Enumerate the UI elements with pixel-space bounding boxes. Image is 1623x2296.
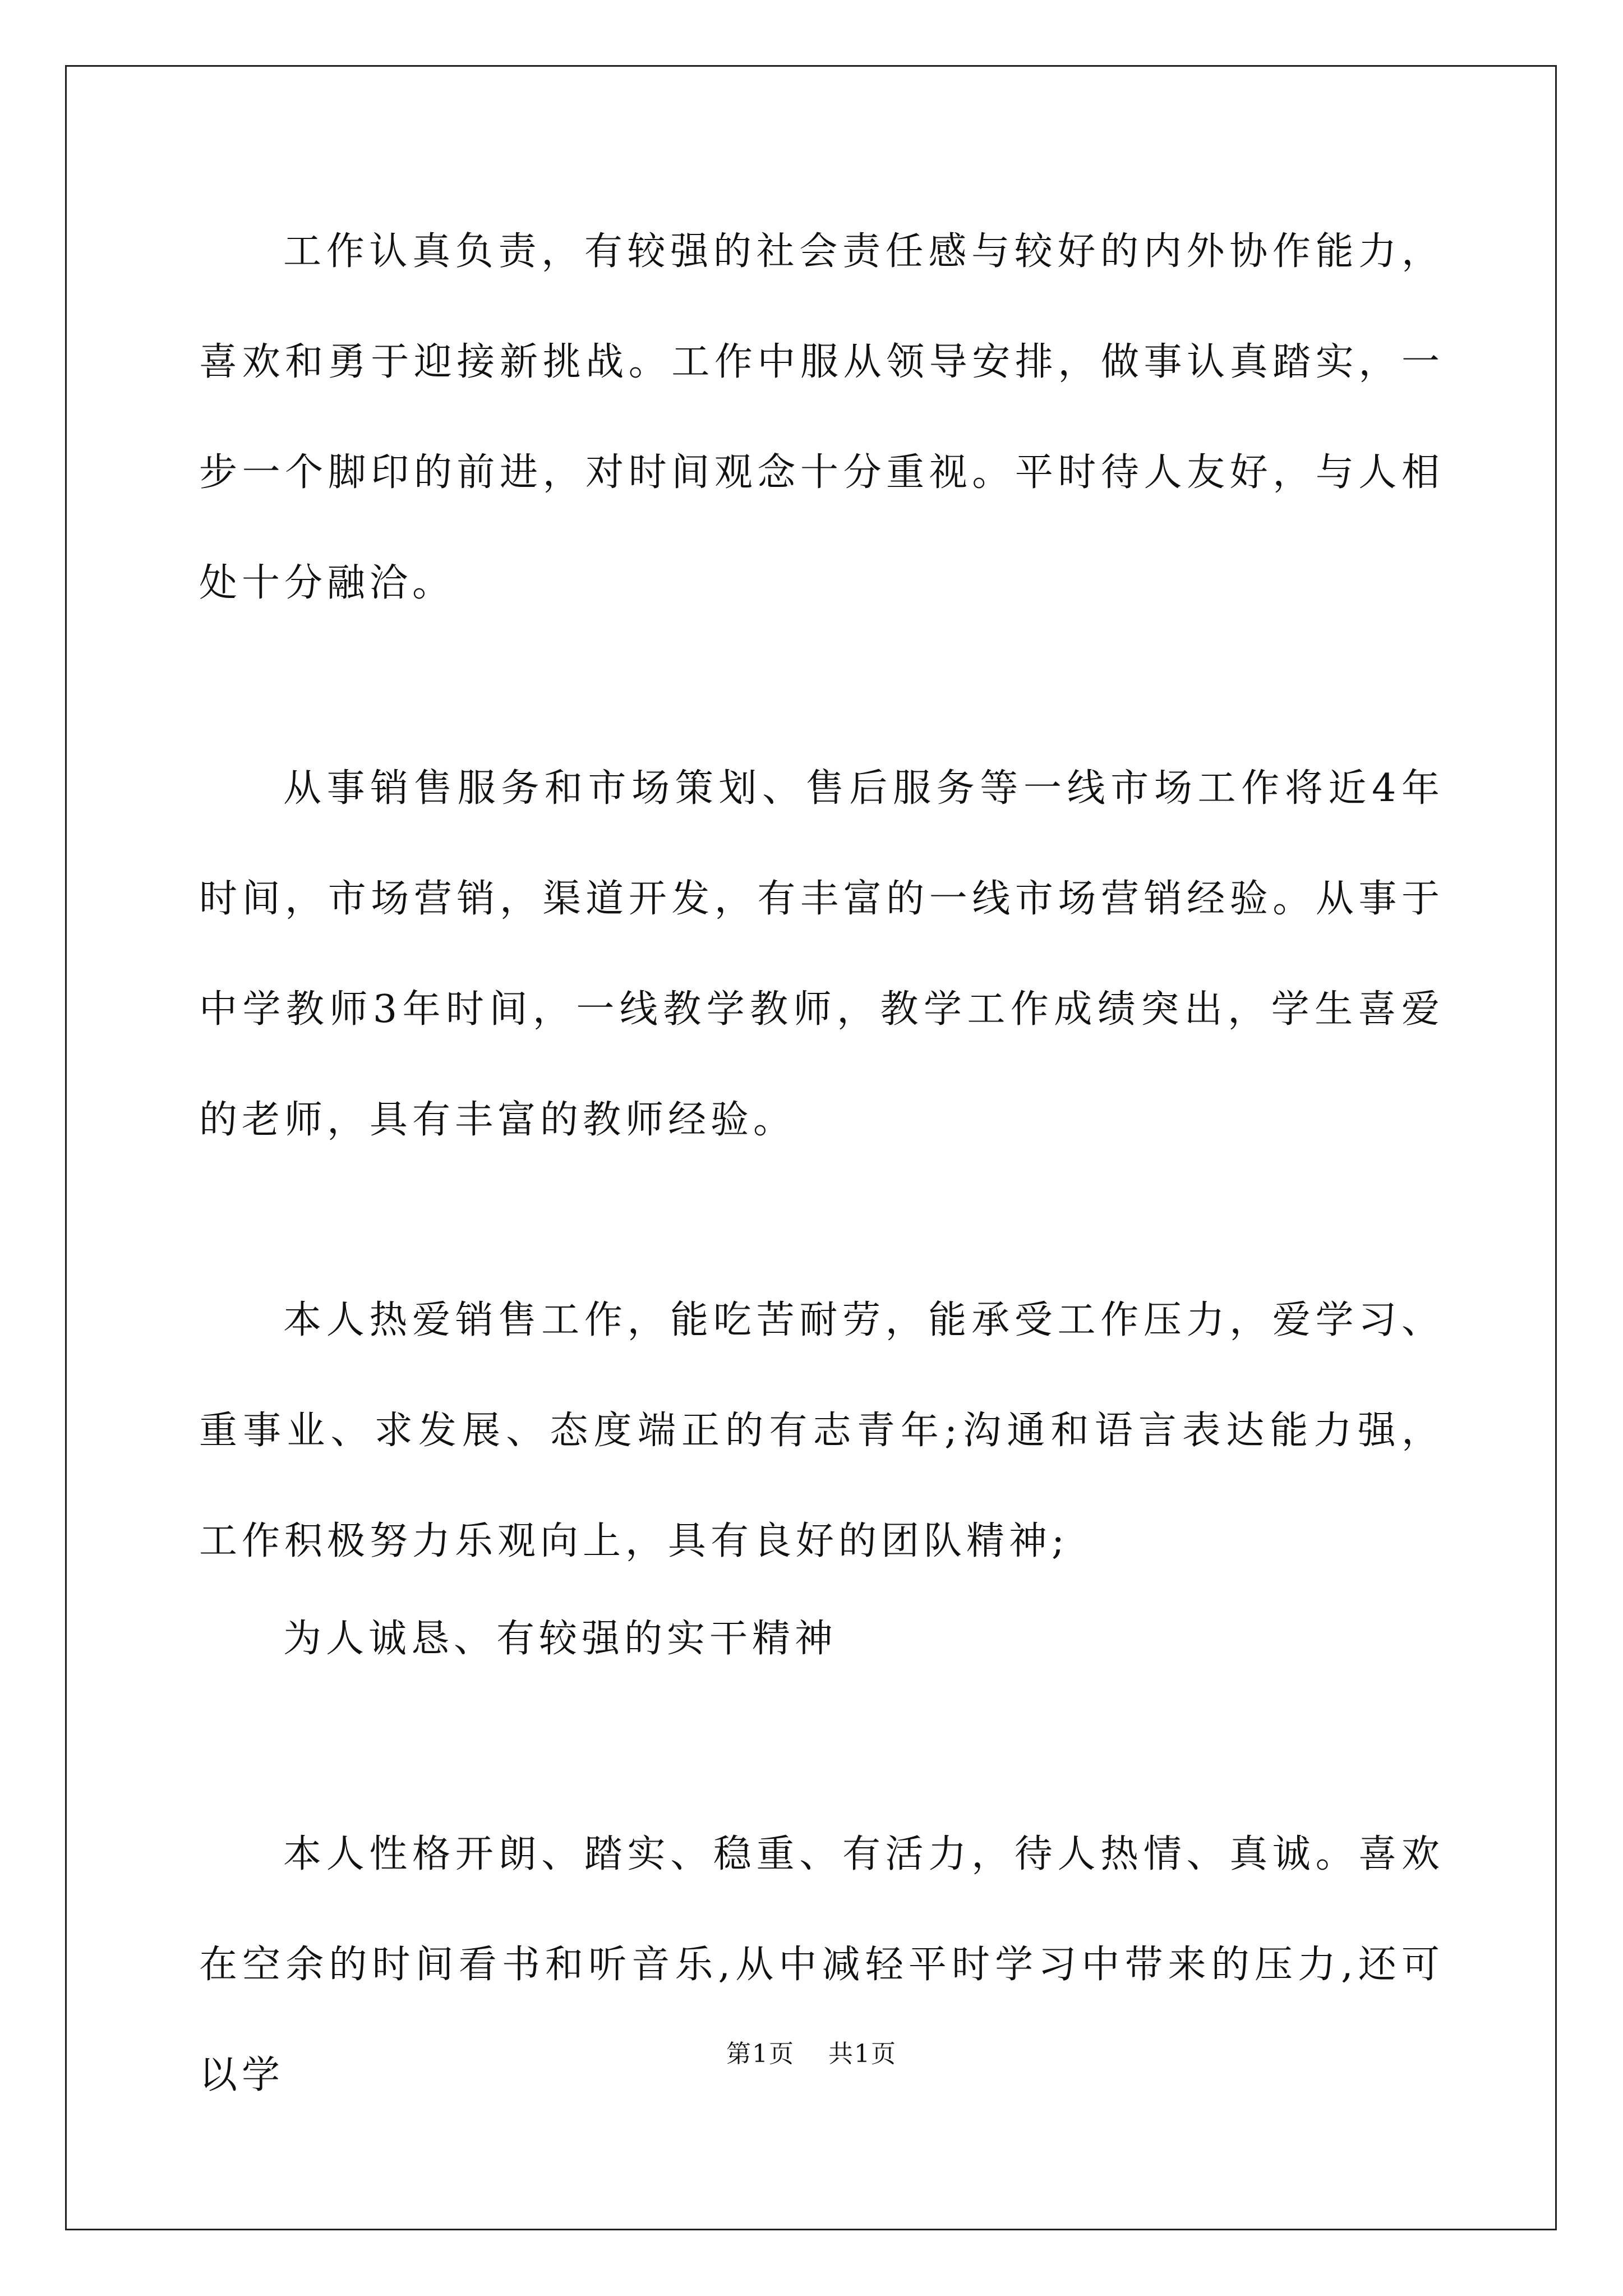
paragraph-sales-passion: 本人热爱销售工作，能吃苦耐劳，能承受工作压力，爱学习、重事业、求发展、态度端正的有志青年;沟通和语言表达能力强，工作积极努力乐观向上，具有良好的团队精神; — [199, 1298, 1444, 1563]
paragraph-sincerity: 为人诚恳、有较强的实干精神 — [283, 1617, 838, 1661]
page-footer — [0, 2033, 1623, 2069]
page-total: 共1页 — [828, 2040, 897, 2068]
paragraph-experience: 从事销售服务和市场策划、售后服务等一线市场工作将近4年时间，市场营销，渠道开发，有丰富的一线市场营销经验。从事于中学教师3年时间，一线教学教师，教学工作成绩突出，学生喜爱的老师，具有丰富的教师经验。 — [199, 766, 1444, 1142]
paragraph-work-attitude: 工作认真负责，有较强的社会责任感与较好的内外协作能力，喜欢和勇于迎接新挑战。工作中服从领导安排，做事认真踏实，一步一个脚印的前进，对时间观念十分重视。平时待人友好，与人相处十分融洽。 — [199, 229, 1444, 605]
page-number: 第1页 — [726, 2040, 795, 2068]
paragraph-personality: 本人性格开朗、踏实、稳重、有活力，待人热情、真诚。喜欢在空余的时间看书和听音乐,从中减轻平时学习中带来的压力,还可以学 — [199, 1832, 1444, 2097]
